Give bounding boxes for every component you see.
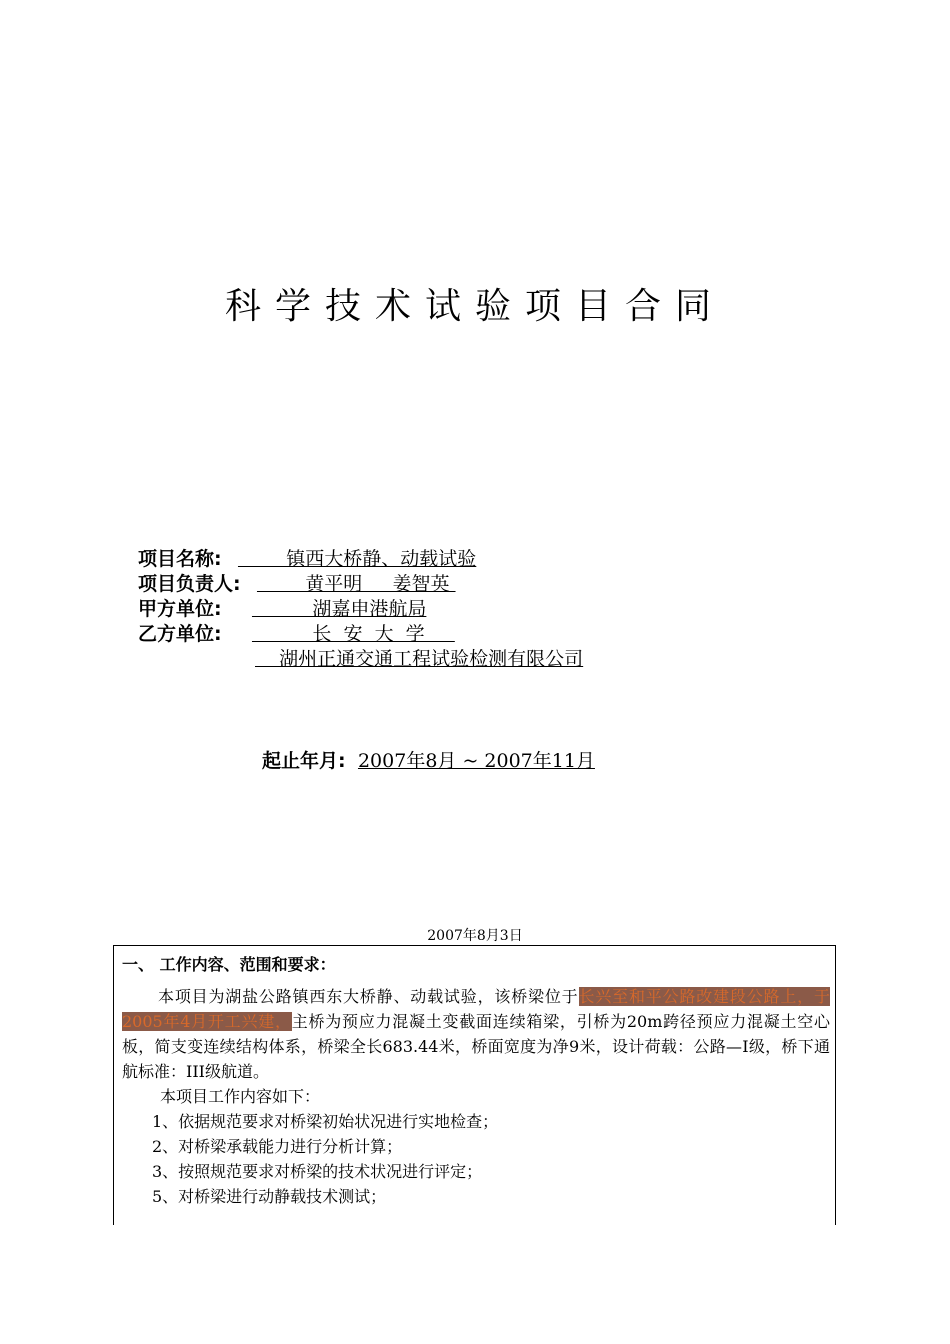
project-name-row xyxy=(138,546,583,571)
project-leader-label: 项目负责人: xyxy=(138,573,241,595)
work-content-list xyxy=(122,1084,830,1209)
period-row xyxy=(262,746,595,773)
list-item: 3、按照规范要求对桥梁的技术状况进行评定； xyxy=(152,1162,483,1181)
section-paragraph xyxy=(122,984,830,1084)
project-leader-row xyxy=(138,571,583,596)
project-leader-value: 黄平明 姜智英 xyxy=(256,573,456,595)
list-item: 1、依据规范要求对桥梁初始状况进行实地检查； xyxy=(152,1112,499,1131)
period-value: 2007年8月 ~ 2007年11月 xyxy=(357,750,595,772)
paragraph-text-before: 本项目为湖盐公路镇西东大桥静、动载试验，该桥梁位于 xyxy=(158,987,579,1006)
sign-date: 2007年8月3日 xyxy=(427,928,523,944)
period-label: 起止年月: xyxy=(262,750,346,772)
paragraph-highlight: 长兴至和平公路改建段公路上，于2005年4月开工兴建， xyxy=(122,987,830,1031)
paragraph-text-after: 主桥为预应力混凝土变截面连续箱梁，引桥为20m跨径预应力混凝土空心板，简支变连续结构体系，桥梁全长683.44米，桥面宽度为净9米，设计荷载：公路—Ⅰ级，桥下通航标准：III级航道。 xyxy=(122,1012,830,1081)
project-name-label: 项目名称: xyxy=(138,548,222,570)
section-heading: 一、 工作内容、范围和要求： xyxy=(122,955,336,974)
party-b-value-1: 长 安 大 学 xyxy=(251,623,455,645)
document-title: 科学技术试验项目合同 xyxy=(224,286,725,327)
party-b-row xyxy=(138,621,583,646)
project-info-block xyxy=(138,546,583,671)
section-box xyxy=(113,945,836,1225)
list-item: 5、对桥梁进行动静载技术测试； xyxy=(152,1187,387,1206)
party-a-label: 甲方单位: xyxy=(138,598,222,620)
list-item: 2、对桥梁承载能力进行分析计算； xyxy=(152,1137,403,1156)
party-a-row xyxy=(138,596,583,621)
party-b-row-2 xyxy=(138,646,583,671)
party-b-value-2: 湖州正通交通工程试验检测有限公司 xyxy=(255,648,584,670)
work-content-intro: 本项目工作内容如下： xyxy=(160,1087,321,1106)
party-b-label: 乙方单位: xyxy=(138,623,222,645)
project-name-value: 镇西大桥静、动载试验 xyxy=(237,548,477,570)
party-a-value: 湖嘉申港航局 xyxy=(251,598,427,620)
